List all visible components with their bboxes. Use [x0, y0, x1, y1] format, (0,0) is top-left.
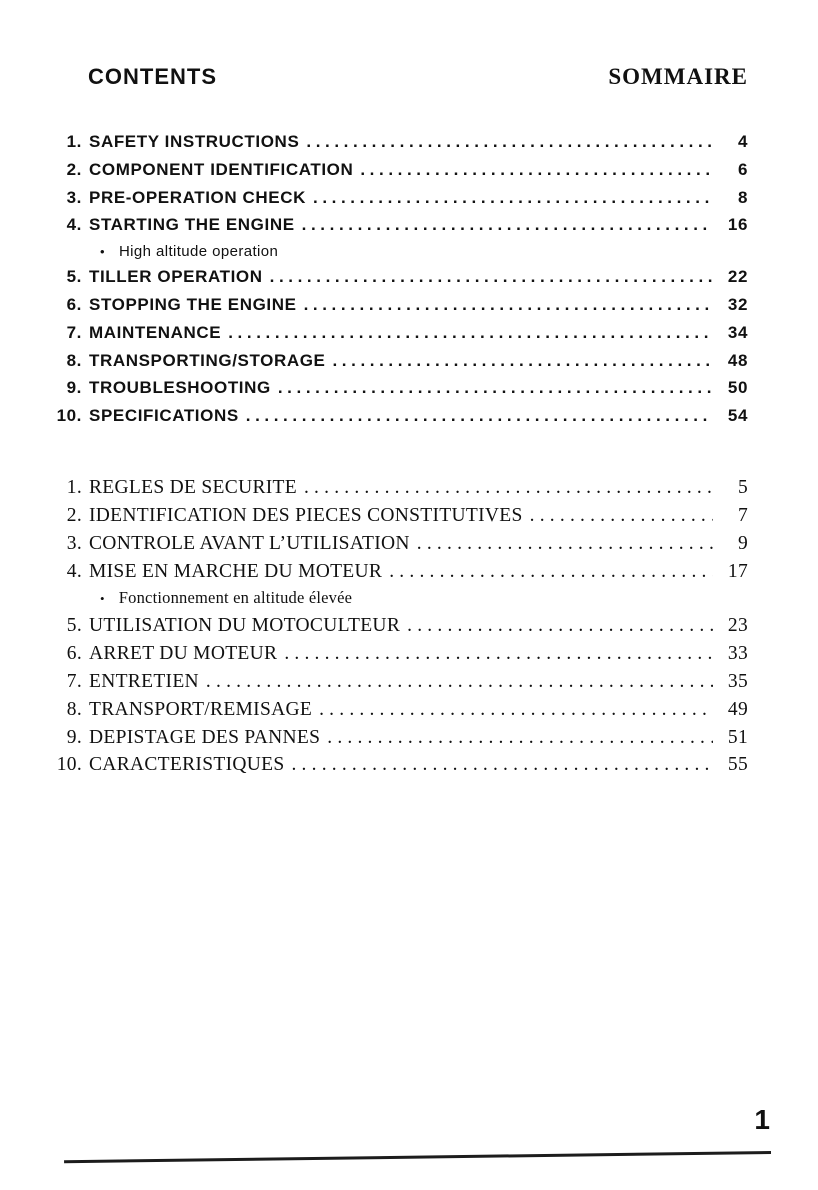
dot-leader	[313, 188, 713, 207]
entry-title: IDENTIFICATION DES PIECES CONSTITUTIVES	[89, 504, 523, 526]
dot-leader	[284, 643, 713, 664]
dot-leader	[407, 615, 713, 636]
entry-number: 8.	[66, 698, 82, 720]
entry-page-number: 33	[727, 643, 748, 665]
bullet-icon	[100, 243, 105, 260]
entry-number: 3.	[66, 187, 82, 207]
dot-leader	[304, 295, 713, 314]
dot-leader	[389, 561, 713, 582]
entry-number: 10.	[56, 754, 82, 776]
sub-entry-label: Fonctionnement en altitude élevée	[118, 588, 353, 608]
contents-list-french	[0, 477, 818, 775]
entry-title: TRANSPORT/REMISAGE	[89, 698, 313, 720]
entry-number: 3.	[66, 532, 82, 554]
contents-list-english	[0, 132, 818, 425]
dot-leader	[206, 671, 713, 692]
footer-rule	[64, 1151, 771, 1163]
toc-entry	[52, 643, 748, 664]
entry-title: COMPONENT IDENTIFICATION	[89, 159, 354, 179]
entry-page-number: 35	[727, 670, 748, 692]
entry-number: 7.	[66, 322, 82, 342]
dot-leader	[306, 132, 713, 151]
entry-number: 4.	[66, 215, 82, 235]
entry-title: PRE-OPERATION CHECK	[89, 187, 306, 207]
sommaire-heading: SOMMAIRE	[608, 64, 748, 89]
entry-number: 1.	[66, 477, 82, 499]
entry-page-number: 16	[727, 215, 748, 235]
entry-title: SAFETY INSTRUCTIONS	[89, 132, 300, 151]
entry-page-number: 54	[727, 406, 748, 426]
toc-entry	[52, 477, 748, 498]
entry-number: 9.	[66, 726, 82, 748]
toc-entry	[52, 378, 748, 397]
dot-leader	[246, 406, 713, 425]
dot-leader	[228, 323, 713, 342]
dot-leader	[302, 215, 713, 234]
dot-leader	[278, 378, 713, 397]
dot-leader	[530, 505, 713, 526]
entry-page-number: 51	[727, 726, 748, 748]
footer-page-number: 1	[754, 1104, 770, 1135]
entry-page-number: 22	[727, 267, 748, 287]
entry-title: TILLER OPERATION	[89, 267, 263, 287]
entry-title: MAINTENANCE	[89, 322, 222, 342]
entry-title: DEPISTAGE DES PANNES	[89, 726, 321, 748]
entry-number: 10.	[56, 406, 82, 426]
toc-sub-entry	[52, 243, 748, 260]
bullet-icon	[100, 589, 105, 608]
dot-leader	[304, 477, 713, 498]
toc-entry	[52, 727, 748, 748]
entry-title: ARRET DU MOTEUR	[89, 643, 278, 665]
entry-title: UTILISATION DU MOTOCULTEUR	[89, 615, 401, 637]
entry-page-number: 48	[727, 350, 748, 370]
entry-title: TRANSPORTING/STORAGE	[89, 350, 326, 370]
dot-leader	[332, 351, 713, 370]
entry-number: 5.	[66, 267, 82, 287]
entry-page-number: 34	[727, 322, 748, 342]
toc-entry	[52, 215, 748, 234]
entry-number: 8.	[66, 350, 82, 370]
entry-number: 2.	[66, 504, 82, 526]
entry-page-number: 50	[727, 378, 748, 398]
entry-number: 4.	[66, 560, 82, 582]
entry-title: REGLES DE SECURITE	[89, 477, 297, 499]
toc-entry	[52, 295, 748, 314]
entry-title: CARACTERISTIQUES	[89, 754, 285, 776]
entry-page-number: 9	[737, 532, 748, 554]
toc-entry	[52, 533, 748, 554]
entry-page-number: 17	[727, 560, 748, 582]
dot-leader	[417, 533, 713, 554]
toc-entry	[52, 561, 748, 582]
sub-entry-label: High altitude operation	[118, 243, 279, 261]
toc-entry	[52, 132, 748, 151]
entry-page-number: 23	[727, 615, 748, 637]
toc-entry	[52, 615, 748, 636]
dot-leader	[291, 754, 713, 775]
entry-number: 1.	[66, 132, 82, 151]
entry-title: SPECIFICATIONS	[89, 406, 239, 426]
toc-entry	[52, 351, 748, 370]
toc-entry	[52, 323, 748, 342]
entry-page-number: 8	[737, 187, 748, 207]
entry-number: 6.	[66, 643, 82, 665]
entry-page-number: 6	[737, 159, 748, 179]
toc-entry	[52, 160, 748, 179]
entry-title: CONTROLE AVANT L’UTILISATION	[89, 532, 410, 554]
entry-number: 2.	[66, 159, 82, 179]
entry-number: 9.	[66, 378, 82, 398]
entry-page-number: 32	[727, 294, 748, 314]
entry-page-number: 49	[727, 698, 748, 720]
dot-leader	[319, 699, 713, 720]
toc-entry	[52, 406, 748, 425]
entry-title: STOPPING THE ENGINE	[89, 294, 297, 314]
toc-entry	[52, 505, 748, 526]
entry-title: ENTRETIEN	[89, 670, 199, 692]
entry-number: 7.	[66, 670, 82, 692]
contents-heading: CONTENTS	[88, 64, 217, 89]
dot-leader	[327, 727, 713, 748]
toc-entry	[52, 267, 748, 286]
toc-entry	[52, 188, 748, 207]
toc-entry	[52, 671, 748, 692]
entry-title: STARTING THE ENGINE	[89, 215, 295, 235]
entry-number: 5.	[66, 615, 82, 637]
dot-leader	[270, 267, 713, 286]
entry-number: 6.	[66, 294, 82, 314]
toc-entry	[52, 754, 748, 775]
toc-sub-entry	[52, 588, 748, 608]
dot-leader	[360, 160, 713, 179]
entry-page-number: 7	[737, 504, 748, 526]
entry-page-number: 5	[737, 477, 748, 499]
entry-title: MISE EN MARCHE DU MOTEUR	[89, 560, 383, 582]
entry-page-number: 55	[727, 754, 748, 776]
entry-page-number: 4	[737, 132, 748, 151]
entry-title: TROUBLESHOOTING	[89, 378, 271, 398]
toc-entry	[52, 699, 748, 720]
page-header	[0, 0, 818, 90]
